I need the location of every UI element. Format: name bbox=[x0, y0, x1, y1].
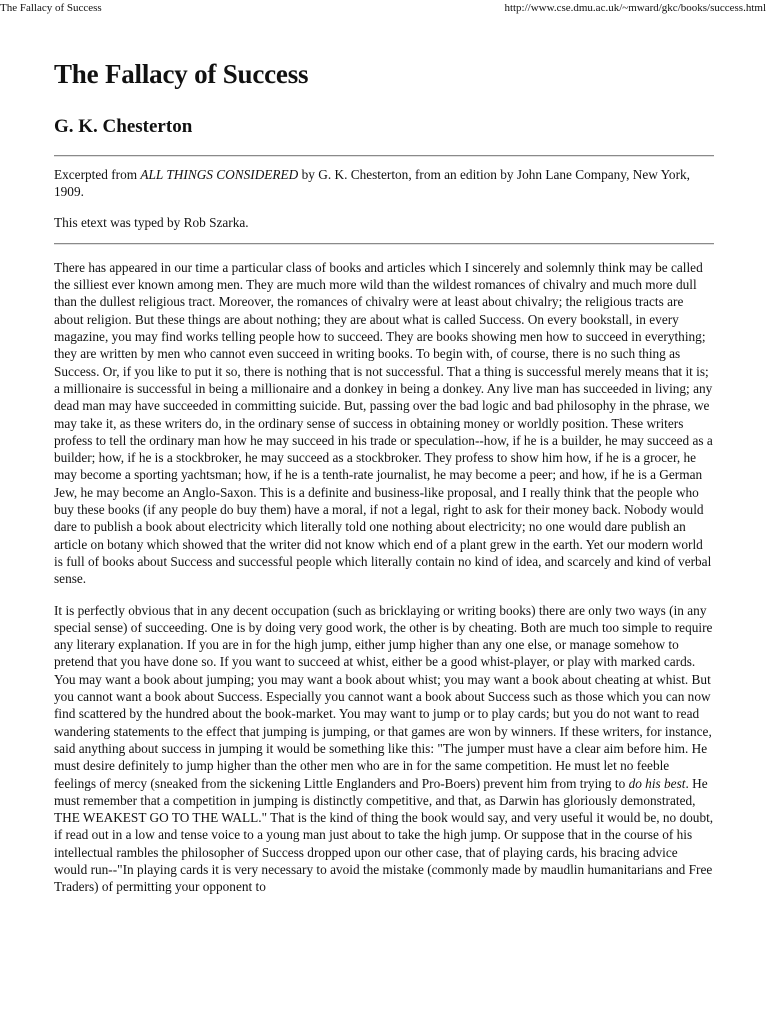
divider-top bbox=[54, 155, 714, 157]
excerpt-book-title: ALL THINGS CONSIDERED bbox=[140, 167, 299, 182]
essay-body bbox=[54, 259, 714, 896]
excerpt-note bbox=[54, 166, 714, 201]
document-page bbox=[54, 56, 714, 896]
excerpt-prefix: Excerpted from bbox=[54, 167, 141, 182]
document-author: G. K. Chesterton bbox=[54, 116, 193, 137]
source-info bbox=[54, 166, 714, 231]
print-header-title: The Fallacy of Success bbox=[0, 2, 102, 14]
paragraph-2-text-a: It is perfectly obvious that in any decent occupation (such as bricklaying or writing books) there are only two ways (in any special sense) of succeeding. One is by doing very good work, the other is by cheating. Both are much too simple to require any literary explanation. If you are in for the high jump, either jump higher than any one else, or manage somehow to pretend that you have done so. If you want to succeed at whist, either be a good whist-player, or play with marked cards. You may want a book about jumping; you may want a book about whist; you may want a book about cheating at whist. But you cannot want a book about Success. Especially you cannot want a book about Success such as those which you can now find scattered by the hundred about the book-market. You may want to jump or to play cards; but you do not want to read wandering statements to the effect that jumping is jumping, or that games are won by winners. If these writers, for instance, said anything about success in jumping it would be something like this: "The jumper must have a clear aim before him. He must desire definitely to jump higher than the other men who are in for the same competition. He must let no feeble feelings of mercy (sneaked from the sickening Little Englanders and Pro-Boers) prevent him from trying to bbox=[54, 602, 713, 791]
print-header bbox=[0, 1, 768, 15]
excerpt-suffix: by G. K. Chesterton, from an edition by John Lane Company, New York, 1909. bbox=[54, 167, 690, 200]
print-header-url: http://www.cse.dmu.ac.uk/~mward/gkc/books/success.html bbox=[504, 2, 766, 14]
paragraph-2-emphasis: do his best bbox=[628, 775, 686, 791]
essay-paragraph-1: There has appeared in our time a particular class of books and articles which I sincerely and solemnly think may be called the silliest ever known among men. They are much more wild than the wildest romances of chivalry and much more dull than the dullest religious tract. Moreover, the romances of chivalry were at least about chivalry; the religious tracts are about religion. But these things are about nothing; they are about what is called Success. On every bookstall, in every magazine, you may find works telling people how to succeed. They are books showing men how to succeed in everything; they are written by men who cannot even succeed in writing books. To begin with, of course, there is no such thing as Success. Or, if you like to put it so, there is nothing that is not successful. That a thing is successful merely means that it is; a millionaire is successful in being a millionaire and a donkey in being a donkey. Any live man has succeeded in living; any dead man may have succeeded in committing suicide. But, passing over the bad logic and bad philosophy in the phrase, we may take it, as these writers do, in the ordinary sense of success in obtaining money or worldly position. These writers profess to tell the ordinary man how he may succeed in his trade or speculation--how, if he is a builder, he may succeed as a builder; how, if he is a stockbroker, he may succeed as a stockbroker. They profess to show him how, if he is a grocer, he may become a sporting yachtsman; how, if he is a tenth-rate journalist, he may become a peer; and how, if he is a German Jew, he may become an Anglo-Saxon. This is a definite and business-like proposal, and I really think that the people who buy these books (if any people do buy them) have a moral, if not a legal, right to ask for their money back. Nobody would dare to publish a book about electricity which literally told one nothing about electricity; no one would dare publish an article on botany which showed that the writer did not know which end of a plant grew in the earth. Yet our modern world is full of books about Success and successful people which literally contain no kind of idea, and scarcely and kind of verbal sense. bbox=[54, 259, 713, 587]
typed-by-note: This etext was typed by Rob Szarka. bbox=[54, 214, 249, 230]
paragraph-2-text-b: . He must remember that a competition in jumping is distinctly competitive, and that, as Darwin has gloriously demonstrated, THE WEAKEST GO TO THE WALL." That is the kind of thing the book would say, and very useful it would be, no doubt, if read out in a low and tense voice to a young man just about to take the high jump. Or suppose that in the course of his intellectual rambles the philosopher of Success dropped upon our other case, that of playing cards, his bracing advice would run--"In playing cards it is very necessary to avoid the mistake (commonly made by maudlin humanitarians and Free Traders) of permitting your opponent to bbox=[54, 775, 714, 895]
divider-bottom bbox=[54, 243, 714, 245]
document-title: The Fallacy of Success bbox=[54, 59, 309, 89]
essay-paragraph-2 bbox=[54, 602, 714, 896]
